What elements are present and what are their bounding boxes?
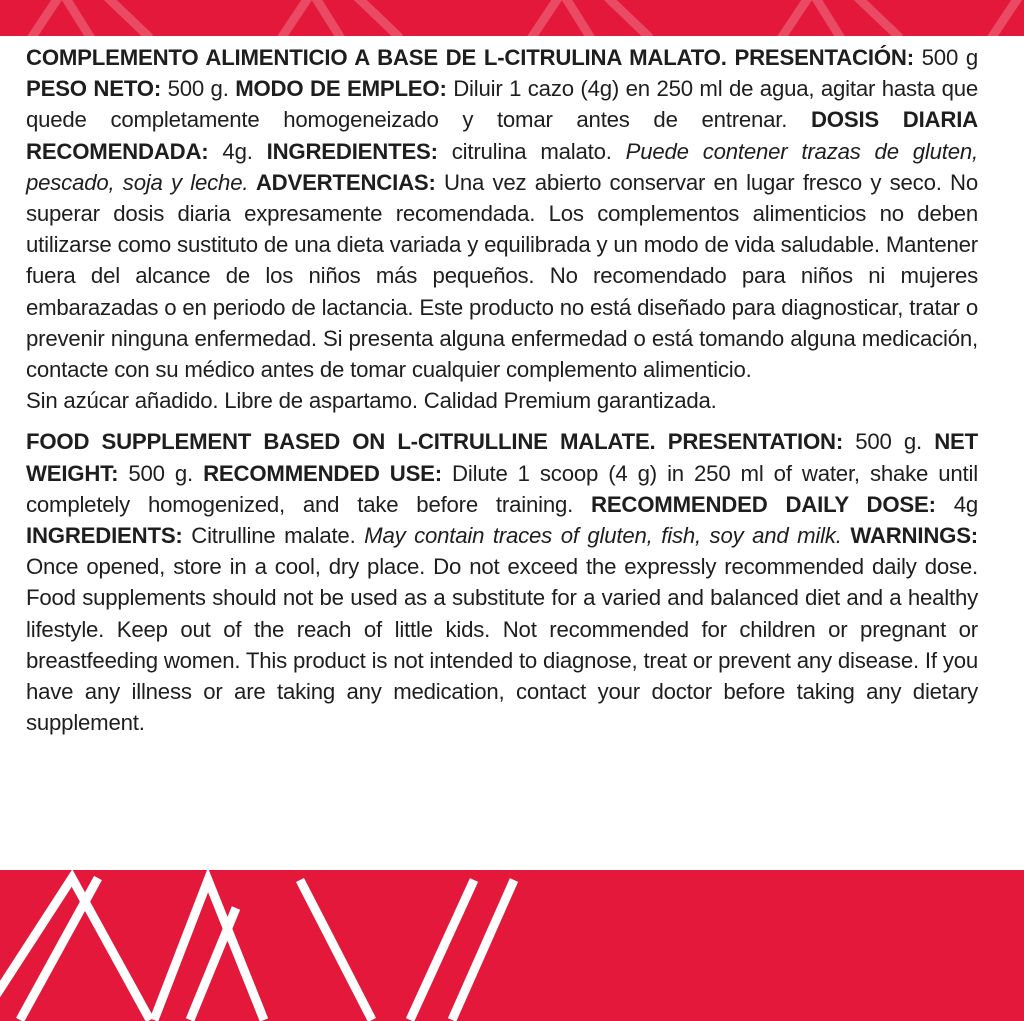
en-presentation-value: 500 g. [843,429,935,455]
en-warnings-text: Once opened, store in a cool, dry place. Do not exceed the expressly recommended daily dose. Food supplements should not be used as a substitute for a varied and balanced diet and a healthy lifestyle. Keep out of the reach of little kids. Not recommended for children or pregnant or breastfeeding women. This product is not intended to diagnose, treat or prevent any disease. If you have any illness or are taking any medication, contact your doctor before taking any dietary supplement. [26,554,978,736]
en-ingredients-label: INGREDIENTS: [26,523,183,549]
en-presentation-label: PRESENTATION: [655,429,844,455]
en-dose-label: RECOMMENDED DAILY DOSE: [591,491,936,517]
brand-logo-stripes [0,870,1024,1021]
en-dose-value: 4g [935,491,978,517]
bottom-brand-band [0,870,1024,1021]
es-net-weight-label: PESO NETO: [26,76,162,102]
es-ingredients-label: INGREDIENTES: [266,138,438,164]
top-band-pattern [0,0,1024,36]
es-warnings-label: ADVERTENCIAS: [248,169,436,195]
es-ingredients-text: citrulina malato. [437,138,626,164]
spanish-label-block [26,42,978,385]
es-usage-label: MODO DE EMPLEO: [235,76,447,102]
es-presentation-label: PRESENTACIÓN: [734,45,914,70]
english-label-block [26,426,978,738]
en-net-weight-label: NET WEIGHT: [26,429,978,486]
es-allergens: Puede contener trazas de gluten, pescado, soja y leche. [26,138,978,195]
es-title: COMPLEMENTO ALIMENTICIO A BASE DE L-CITRULINA MALATO. [26,45,727,70]
en-title: FOOD SUPPLEMENT BASED ON L-CITRULLINE MALATE. [26,429,656,455]
product-label-text [26,42,978,738]
en-usage-label: RECOMMENDED USE: [203,460,442,486]
es-claims: Sin azúcar añadido. Libre de aspartamo. Calidad Premium garantizada. [26,388,717,414]
es-net-weight-value: 500 g. [161,76,236,102]
en-net-weight-value: 500 g. [118,460,204,486]
es-presentation-value: 500 g [913,45,978,70]
en-usage-text: Dilute 1 scoop (4 g) in 250 ml of water, shake until completely homogenized, and take before training. [26,460,978,517]
es-usage-text: Diluir 1 cazo (4g) en 250 ml de agua, agitar hasta que quede completamente homogeneizado y tomar antes de entrenar. [26,76,978,133]
es-warnings-text: Una vez abierto conservar en lugar fresco y seco. No superar dosis diaria expresamente recomendada. Los complementos alimenticios no deben utilizarse como sustituto de una dieta variada y equilibrada y un modo de vida saludable. Mantener fuera del alcance de los niños más pequeños. No recomendado para niños ni mujeres embarazadas o en periodo de lactancia. Este producto no está diseñado para diagnosticar, tratar o prevenir ninguna enfermedad. Si presenta alguna enfermedad o está tomando alguna medicación, contacte con su médico antes de tomar cualquier complemento alimenticio. [26,169,978,383]
es-dose-value: 4g. [208,138,267,164]
top-brand-band [0,0,1024,36]
en-allergens: May contain traces of gluten, fish, soy and milk. [364,523,842,549]
en-warnings-label: WARNINGS: [841,523,978,549]
en-ingredients-text: Citrulline malate. [182,523,365,549]
es-dose-label: DOSIS DIARIA RECOMENDADA: [26,107,978,164]
